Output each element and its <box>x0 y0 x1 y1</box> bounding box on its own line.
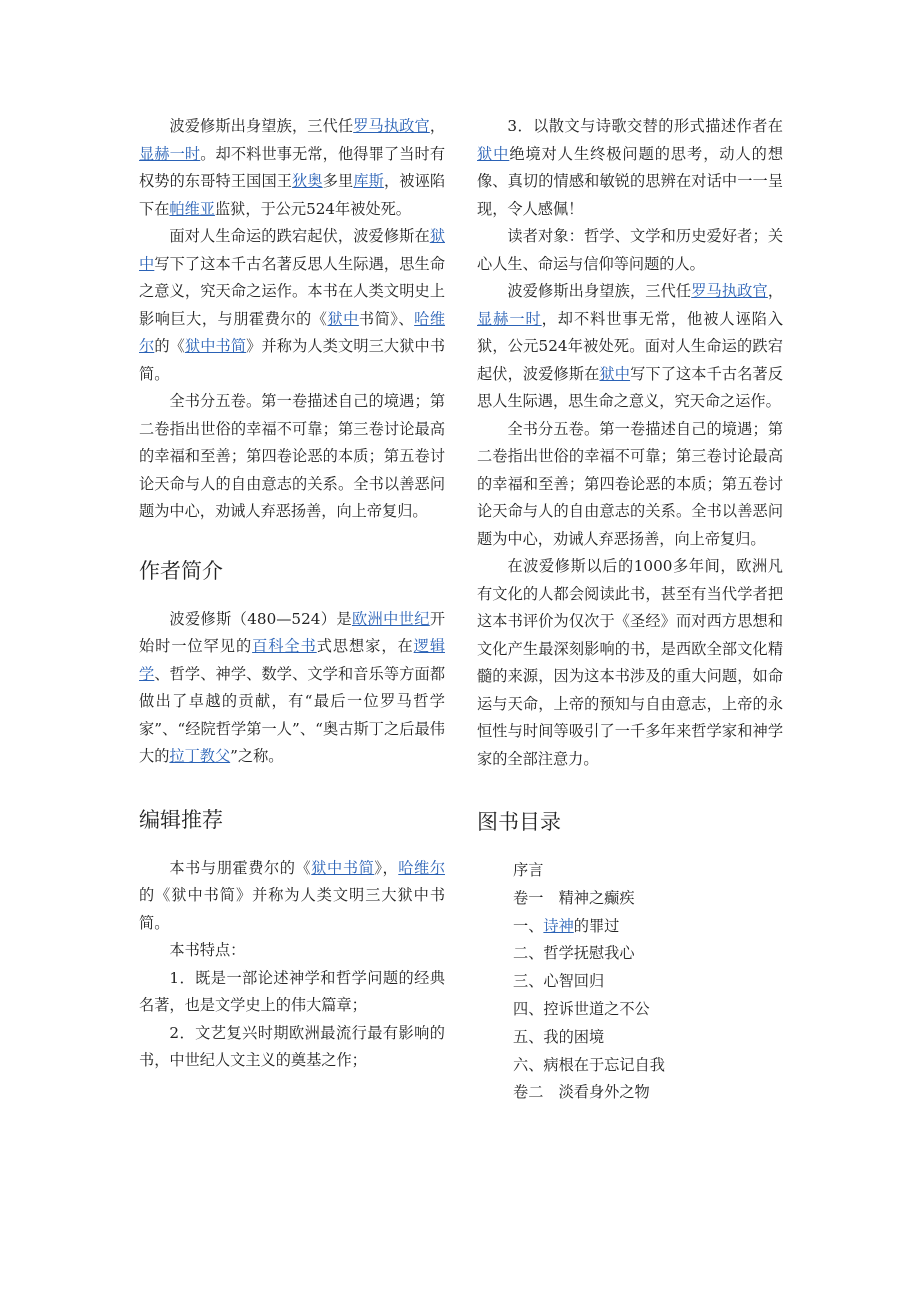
author-paragraph <box>139 606 445 771</box>
feature-paragraph-3 <box>477 113 783 223</box>
link-prison[interactable]: 狱中 <box>139 227 445 273</box>
intro-paragraph-1 <box>139 113 445 223</box>
text: 式思想家，在 <box>316 637 414 655</box>
toc-item: 二、哲学抚慰我心 <box>513 944 635 963</box>
text: ，却不料世事无常，他被人诬陷入狱，公元524年被处死。面对人生命运的跌宕起伏，波爱修斯在 <box>477 309 783 383</box>
link-prison[interactable]: 狱中 <box>327 309 359 328</box>
text: 绝境对人生终极问题的思考，动人的想像、真切的情感和敏锐的思辨在对话中一一呈现，令人感佩！ <box>477 144 783 218</box>
text: 多里 <box>322 172 354 190</box>
text: 一、 <box>513 916 544 935</box>
link-logic[interactable]: 逻辑学 <box>139 637 445 683</box>
link-prison[interactable]: 狱中 <box>599 364 631 383</box>
text: 面对人生命运的跌宕起伏，波爱修斯在 <box>169 227 430 245</box>
text: 监狱，于公元524年被处死。 <box>214 199 411 218</box>
editor-paragraph-4: 2．文艺复兴时期欧洲最流行最有影响的书，中世纪人文主义的奠基之作； <box>139 1023 445 1069</box>
text: 波爱修斯出身望族，三代任 <box>169 117 354 135</box>
text: 的《狱中书简》并称为人类文明三大狱中书简。 <box>139 886 445 932</box>
editor-paragraph-2: 本书特点： <box>169 941 246 959</box>
link-prison[interactable]: 狱中 <box>477 144 510 163</box>
summary-paragraph <box>477 278 783 416</box>
toc-item: 四、控诉世道之不公 <box>513 999 650 1018</box>
link-pavia[interactable]: 帕维亚 <box>169 199 215 218</box>
link-encyclopedia[interactable]: 百科全书 <box>252 637 317 655</box>
text: 》， <box>374 858 399 877</box>
text: 开始时一位罕见的 <box>139 609 446 655</box>
editor-paragraph-3: 1．既是一部论述神学和哲学问题的经典名著，也是文学史上的伟大篇章； <box>139 968 445 1014</box>
link-roman-consul[interactable]: 罗马执政官 <box>353 117 430 135</box>
editor-heading: 编辑推荐 <box>139 807 223 832</box>
text: ， <box>767 282 784 300</box>
intro-paragraph-2 <box>139 223 445 388</box>
toc-heading: 图书目录 <box>477 810 561 834</box>
text: 本书与朋霍费尔的《 <box>169 858 312 877</box>
link-medieval-europe[interactable]: 欧洲中世纪 <box>351 609 430 628</box>
volumes-paragraph: 全书分五卷。第一卷描述自己的境遇；第二卷指出世俗的幸福不可靠；第三卷讨论最高的幸福和至善；第四卷论恶的本质；第五卷讨论天命与人的自由意志的关系。全书以善恶问题为中心，劝诫人弃恶扬善，向上帝复归。 <box>477 419 783 548</box>
intro-paragraph-3: 全书分五卷。第一卷描述自己的境遇；第二卷指出世俗的幸福不可靠；第三卷讨论最高的幸福和至善；第四卷论恶的本质；第五卷讨论天命与人的自由意志的关系。全书以善恶问题为中心，劝诫人弃恶扬善，向上帝复归。 <box>139 392 445 520</box>
link-roman-consul[interactable]: 罗马执政官 <box>691 282 768 300</box>
toc-item: 三、心智回归 <box>513 972 605 991</box>
text: ，被诬陷下在 <box>139 172 446 218</box>
text: 》并称为人类文明三大狱中书简。 <box>139 337 446 383</box>
link-havel[interactable]: 哈维尔 <box>139 309 446 355</box>
toc-item: 序言 <box>513 861 544 879</box>
left-column <box>139 113 445 1075</box>
text: 。却不料世事无常，他得罪了当时有权势的东哥特王国国王 <box>139 144 446 190</box>
link-prominent[interactable]: 显赫一时 <box>477 309 542 328</box>
text: 波爱修斯（480—524）是 <box>169 609 352 628</box>
toc-item: 六、病根在于忘记自我 <box>513 1055 665 1074</box>
link-latin-father[interactable]: 拉丁教父 <box>169 747 231 765</box>
text: ， <box>429 117 446 135</box>
toc-item <box>513 913 783 941</box>
link-ricus[interactable]: 库斯 <box>353 172 384 190</box>
toc-item: 卷一 精神之癫疾 <box>513 888 635 907</box>
text: 、哲学、神学、数学、文学和音乐等方面都做出了卓越的贡献，有“最后一位罗马哲学家”、“经院哲学第一人”、“奥古斯丁之后最伟大的 <box>139 664 446 765</box>
link-havel[interactable]: 哈维尔 <box>398 858 445 877</box>
text: 3．以散文与诗歌交替的形式描述作者在 <box>507 117 783 135</box>
audience-paragraph: 读者对象：哲学、文学和历史爱好者；关心人生、命运与信仰等问题的人。 <box>477 227 783 273</box>
editor-paragraph-1 <box>139 855 445 938</box>
text: 的罪过 <box>573 916 620 935</box>
text: 波爱修斯出身望族，三代任 <box>507 282 692 300</box>
influence-paragraph: 在波爱修斯以后的1000多年间，欧洲凡有文化的人都会阅读此书，甚至有当代学者把这本书评价为仅次于《圣经》而对西方思想和文化产生最深刻影响的书，是西欧全部文化精髓的来源，因为这本书涉及的重大问题，如命运与天命，上帝的预知与自由意志，上帝的永恒性与时间等吸引了一千多年来哲学家和神学家的全部注意力。 <box>477 557 783 768</box>
text: 书简》、 <box>358 309 415 328</box>
link-prison-letters[interactable]: 狱中书简 <box>184 337 247 355</box>
author-heading: 作者简介 <box>139 558 223 583</box>
text: 写下了这本千古名著反思人生际遇，思生命之意义，究天命之运作。 <box>477 364 784 410</box>
right-column <box>477 113 783 1107</box>
text: 写下了这本千古名著反思人生际遇，思生命之意义，究天命之运作。本书在人类文明史上影响巨大，与朋霍费尔的《 <box>139 254 446 328</box>
text: ”之称。 <box>230 747 284 765</box>
link-theo[interactable]: 狄奥 <box>292 172 323 190</box>
link-prison-letters[interactable]: 狱中书简 <box>311 858 375 877</box>
table-of-contents <box>477 857 783 1107</box>
text: 的《 <box>154 337 185 355</box>
toc-item: 卷二 淡看身外之物 <box>513 1083 650 1102</box>
link-prominent[interactable]: 显赫一时 <box>139 144 201 163</box>
toc-item: 五、我的困境 <box>513 1027 605 1046</box>
link-muse[interactable]: 诗神 <box>543 916 574 935</box>
